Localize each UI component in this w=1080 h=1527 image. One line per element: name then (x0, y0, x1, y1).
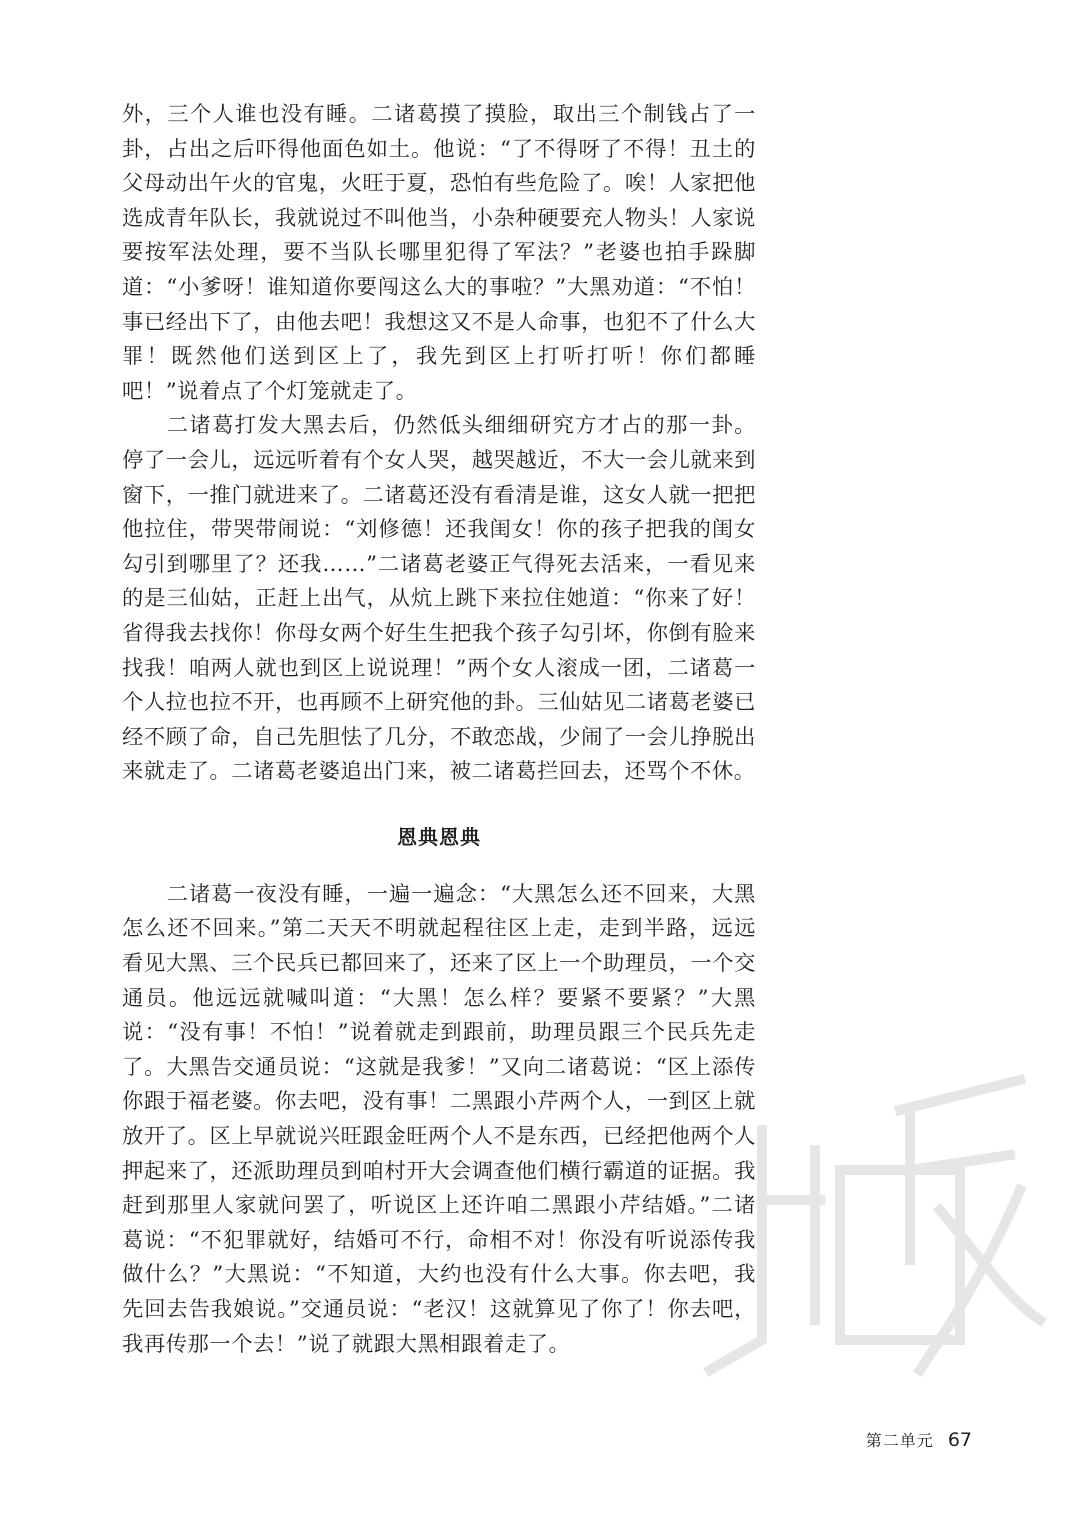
page-number: 67 (947, 1429, 972, 1451)
paragraph-district-news: 二诸葛一夜没有睡，一遍一遍念：“大黑怎么还不回来，大黑怎么还不回来。”第二天天不明就起程往区上走，走到半路，远远看见大黑、三个民兵已都回来了，还来了区上一个助理员，一个交通员。他远远就喊叫道：“大黑！怎么样？要紧不要紧？”大黑说：“没有事！不怕！”说着就走到跟前，助理员跟三个民兵先走了。大黑告交通员说：“这就是我爹！”又向二诸葛说：“区上添传你跟于福老婆。你去吧，没有事！二黑跟小芹两个人，一到区上就放开了。区上早就说兴旺跟金旺两个人不是东西，已经把他两个人押起来了，还派助理员到咱村开大会调查他们横行霸道的证据。我赶到那里人家就问罢了，听说区上还许咱二黑跟小芹结婚。”二诸葛说：“不犯罪就好，结婚可不行，命相不对！你没有听说添传我做什么？”大黑说：“不知道，大约也没有什么大事。你去吧，我先回去告我娘说。”交通员说：“老汉！这就算见了你了！你去吧，我再传那一个去！”说了就跟大黑相跟着走了。 (122, 881, 756, 1357)
section-title: 恩典恩典 (397, 824, 481, 849)
page-text (122, 98, 756, 1362)
paragraph-continued: 外，三个人谁也没有睡。二诸葛摸了摸脸，取出三个制钱占了一卦，占出之后吓得他面色如土。他说：“了不得呀了不得！丑土的父母动出午火的官鬼，火旺于夏，恐怕有些危险了。唉！人家把他选成青年队长，我就说过不叫他当，小杂种硬要充人物头！人家说要按军法处理，要不当队长哪里犯得了军法？”老婆也拍手跺脚道：“小爹呀！谁知道你要闯这么大的事啦？”大黑劝道：“不怕！事已经出下了，由他去吧！我想这又不是人命事，也犯不了什么大罪！既然他们送到区上了，我先到区上打听打听！你们都睡吧！”说着点了个灯笼就走了。 (122, 102, 756, 404)
page-footer (866, 1428, 972, 1451)
paragraph-divination: 二诸葛打发大黑去后，仍然低头细细研究方才占的那一卦。停了一会儿，远远听着有个女人哭，越哭越近，不大一会儿就来到窗下，一推门就进来了。二诸葛还没有看清是谁，这女人就一把把他拉住，带哭带闹说：“刘修德！还我闺女！你的孩子把我的闺女勾引到哪里了？还我……”二诸葛老婆正气得死去活来，一看见来的是三仙姑，正赶上出气，从炕上跳下来拉住她道：“你来了好！省得我去找你！你母女两个好生生把我个孩子勾引坏，你倒有脸来找我！咱两人就也到区上说说理！”两个女人滚成一团，二诸葛一个人拉也拉不开，也再顾不上研究他的卦。三仙姑见二诸葛老婆已经不顾了命，自己先胆怯了几分，不敢恋战，少闹了一会儿挣脱出来就走了。二诸葛老婆追出门来，被二诸葛拦回去，还骂个不休。 (122, 413, 756, 785)
footer-unit-label: 第二单元 (865, 1431, 934, 1450)
